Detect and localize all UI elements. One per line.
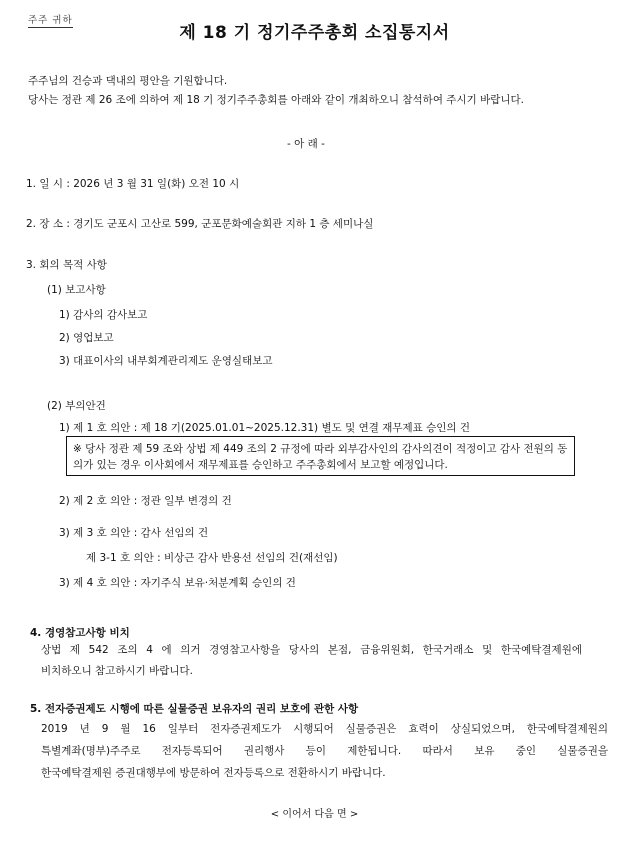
e-securities-line-1: 2019 년 9 월 16 일부터 전자증권제도가 시행되어 실물증권은 효력이 상실되었으며, 한국예탁결제원의 [41, 723, 608, 735]
page-title: 제 18 기 정기주주총회 소집통지서 [179, 23, 450, 43]
agenda-item-2: 2) 제 2 호 의안 : 정관 일부 변경의 건 [59, 495, 232, 507]
agenda-item-3: 3) 제 3 호 의안 : 감사 선임의 건 [59, 527, 209, 539]
e-securities-line-2: 특별계좌(명부)주주로 전자등록되어 권리행사 등이 제한됩니다. 따라서 보유 중인 실물증권을 [41, 745, 608, 757]
e-securities-section-title: 5. 전자증권제도 시행에 따른 실물증권 보유자의 권리 보호에 관한 사항 [30, 703, 359, 715]
continued-on-next-page: < 이어서 다음 면 > [270, 809, 359, 820]
agenda-item-4: 3) 제 4 호 의안 : 자기주식 보유·처분계획 승인의 건 [59, 577, 296, 589]
reference-line-2: 비치하오니 참고하시기 바랍니다. [41, 665, 194, 677]
reference-line-1: 상법 제 542 조의 4 에 의거 경영참고사항을 당사의 본점, 금융위원회, 한국거래소 및 한국예탁결제원에 [41, 644, 582, 656]
agenda-title: (2) 부의안건 [47, 400, 106, 412]
report-item: 2) 영업보고 [59, 332, 114, 344]
recipient-stamp: 주주 귀하 [28, 12, 73, 28]
agenda-item-3-1: 제 3-1 호 의안 : 비상근 감사 반용선 선임의 건(재선임) [86, 552, 338, 564]
report-item: 3) 대표이사의 내부회계관리제도 운영실태보고 [59, 355, 273, 367]
meeting-date: 1. 일 시 : 2026 년 3 월 31 일(화) 오전 10 시 [26, 178, 240, 190]
agenda-item-1: 1) 제 1 호 의안 : 제 18 기(2025.01.01~2025.12.31) 별도 및 연결 재무제표 승인의 건 [59, 422, 471, 434]
e-securities-line-3: 한국예탁결제원 증권대행부에 방문하여 전자등록으로 전환하시기 바랍니다. [41, 767, 386, 779]
financial-statement-notice-box: ※ 당사 정관 제 59 조와 상법 제 449 조의 2 규정에 따라 외부감사인의 감사의견이 적정이고 감사 전원의 동의가 있는 경우 이사회에서 재무제표를 승인하고 주주총회에서 보고할 예정입니다. [66, 436, 575, 476]
report-item: 1) 감사의 감사보고 [59, 309, 148, 321]
reports-title: (1) 보고사항 [47, 284, 106, 296]
meeting-location: 2. 장 소 : 경기도 군포시 고산로 599, 군포문화예술회관 지하 1 층 세미나실 [26, 218, 374, 230]
reference-section-title: 4. 경영참고사항 비치 [30, 627, 130, 639]
greeting-line-1: 주주님의 건승과 댁내의 평안을 기원합니다. [28, 75, 228, 87]
agenda-section-title: 3. 회의 목적 사항 [26, 259, 107, 271]
greeting-line-2: 당사는 정관 제 26 조에 의하여 제 18 기 정기주주총회를 아래와 같이 개최하오니 참석하여 주시기 바랍니다. [28, 94, 524, 106]
section-divider: - 아 래 - [287, 138, 325, 150]
